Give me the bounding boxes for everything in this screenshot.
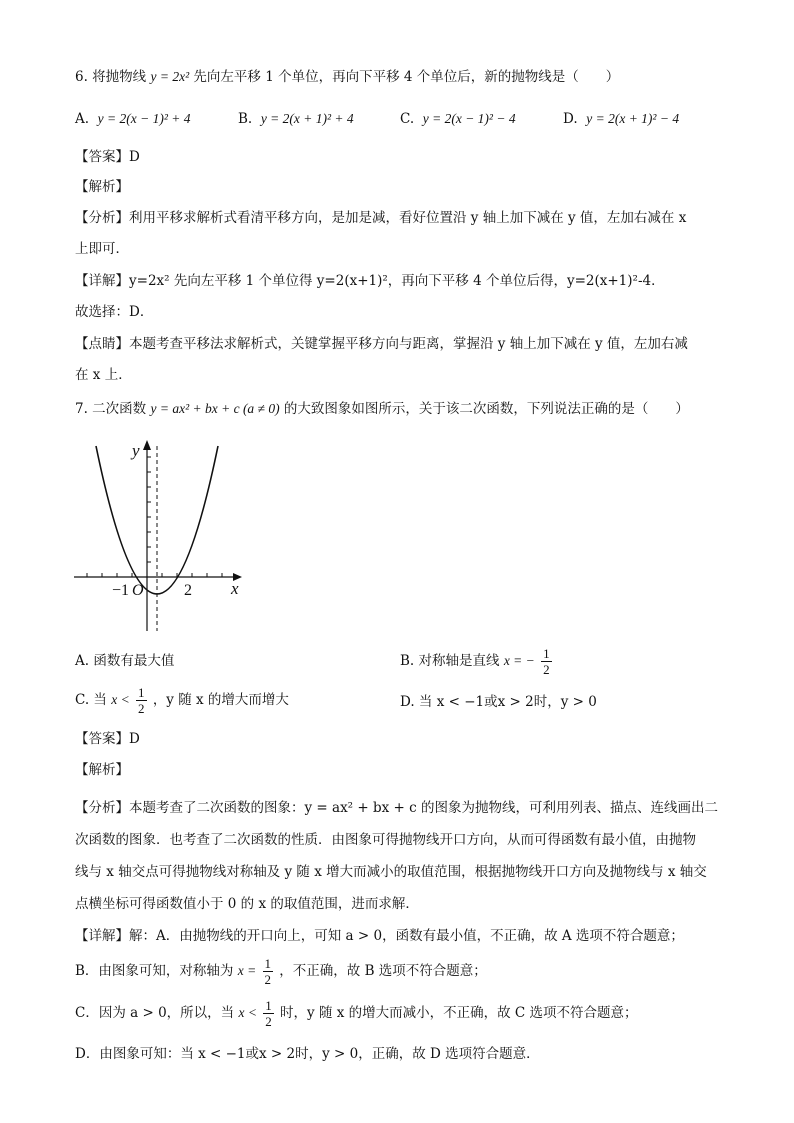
q6-stem-formula: y = 2x² [150, 69, 190, 84]
q7-fenxi-line3: 线与 x 轴交点可得抛物线对称轴及 y 随 x 增大而减小的取值范围，根据抛物线开口方向及抛物线与 x 轴交 [75, 864, 707, 880]
q7-detail-line3-fraction [263, 998, 274, 1029]
q6-detail: 【详解】y=2x² 先向左平移 1 个单位得 y=2(x+1)²，再向下平移 4 个单位后得，y=2(x+1)²-4． [75, 273, 665, 289]
q6-option-a-label: A. [75, 111, 90, 127]
q7-option-c-formula: x < [111, 692, 130, 707]
q7-option-b-text: B. 对称轴是直线 [400, 653, 500, 669]
q7-option-c [75, 685, 289, 716]
q6-choose: 故选择：D． [75, 304, 154, 320]
fraction-denominator: 2 [138, 701, 145, 716]
q7-fenxi-line1: 【分析】本题考查了二次函数的图象：y = ax² + bx + c 的图象为抛物线，可利用列表、描点、连线画出二 [75, 800, 718, 816]
q7-stem-text-b: 的大致图象如图所示，关于该二次函数，下列说法正确的是（ ） [283, 401, 689, 417]
q7-detail-line4: D．由图象可知：当 x < −1或x > 2时，y > 0，正确，故 D 选项符合题意． [75, 1046, 540, 1062]
q6-option-b-text: y = 2(x + 1)² + 4 [260, 111, 354, 126]
x-intercept-2-label: 2 [184, 582, 192, 599]
q7-fenxi-line2: 次函数的图象．也考查了二次函数的性质．由图象可得抛物线开口方向，从而可得函数有最小值，由抛物 [75, 832, 696, 848]
q7-detail-line2-formula: x = [237, 963, 257, 978]
fraction-numerator: 1 [265, 998, 272, 1013]
fraction-numerator: 1 [138, 685, 145, 700]
q6-dianjing-line2: 在 x 上． [75, 367, 132, 383]
fraction-denominator: 2 [265, 1014, 272, 1029]
y-axis-label: y [132, 441, 140, 460]
q6-option-a-text: y = 2(x − 1)² + 4 [97, 111, 191, 126]
q6-dianjing-line1: 【点睛】本题考查平移法求解析式，关键掌握平移方向与距离，掌握沿 y 轴上加下减在 y 值，左加右减 [75, 336, 688, 352]
q7-jiexi: 【解析】 [75, 762, 129, 778]
q7-detail-line1: 【详解】解：A．由抛物线的开口向上，可知 a > 0，函数有最小值，不正确，故 A 选项不符合题意； [75, 928, 684, 944]
q6-option-b [238, 110, 354, 128]
q6-fenxi-line2: 上即可． [75, 241, 129, 257]
q7-option-b-formula: x = − [503, 653, 535, 668]
q7-detail-line3-text-a: C．因为 a > 0，所以，当 [75, 1005, 235, 1021]
q6-stem-text-b: 先向左平移 1 个单位，再向下平移 4 个单位后，新的抛物线是（ ） [193, 69, 620, 85]
y-axis-arrow-icon [143, 440, 151, 450]
q6-option-c-label: C. [400, 111, 415, 127]
x-axis-label: x [231, 579, 239, 598]
q7-option-a: A. 函数有最大值 [75, 653, 175, 669]
fraction-numerator: 1 [543, 646, 550, 661]
q7-detail-line2-text-a: B．由图象可知，对称轴为 [75, 963, 234, 979]
q6-option-d-label: D. [563, 111, 578, 127]
q6-option-d [563, 110, 679, 128]
q7-stem-formula: y = ax² + bx + c (a ≠ 0) [150, 401, 280, 416]
q7-option-b-fraction [541, 646, 552, 677]
q7-answer: 【答案】D [75, 731, 140, 747]
q7-option-c-fraction [136, 685, 147, 716]
q7-stem [75, 400, 689, 418]
parabola-graph [72, 436, 252, 636]
q6-option-c [400, 110, 516, 128]
origin-label: O [132, 582, 144, 599]
q6-answer: 【答案】D [75, 149, 140, 165]
q7-detail-line3 [75, 998, 638, 1029]
q6-option-b-label: B. [238, 111, 253, 127]
fraction-denominator: 2 [543, 662, 550, 677]
x-intercept-neg1-label: −1 [112, 582, 130, 599]
fraction-numerator: 1 [264, 956, 271, 971]
q7-option-c-text-b: ，y 随 x 的增大而增大 [152, 692, 289, 708]
q6-jiexi: 【解析】 [75, 179, 129, 195]
y-axis-ticks [147, 457, 151, 562]
q7-option-d: D. 当 x < −1或x > 2时，y > 0 [400, 694, 597, 710]
q6-stem [75, 68, 619, 86]
q7-detail-line3-formula: x < [238, 1005, 257, 1020]
q7-detail-line3-text-b: 时，y 随 x 的增大而减小，不正确，故 C 选项不符合题意； [280, 1005, 638, 1021]
q7-detail-line2 [75, 956, 487, 987]
q6-stem-text-a: 6. 将抛物线 [75, 69, 147, 85]
q6-option-d-text: y = 2(x + 1)² − 4 [586, 111, 680, 126]
q7-detail-line2-text-b: ，不正确，故 B 选项不符合题意； [279, 963, 487, 979]
q6-option-a [75, 110, 191, 128]
q7-option-b [400, 646, 554, 677]
q7-fenxi-line4: 点横坐标可得函数值小于 0 的 x 的取值范围，进而求解． [75, 896, 419, 912]
q6-fenxi-line1: 【分析】利用平移求解析式看清平移方向，是加是减，看好位置沿 y 轴上加下减在 y 值，左加右减在 x [75, 210, 687, 226]
q7-detail-line2-fraction [263, 956, 274, 987]
q7-option-c-text-a: C. 当 [75, 692, 107, 708]
q6-option-c-text: y = 2(x − 1)² − 4 [422, 111, 516, 126]
fraction-denominator: 2 [264, 972, 271, 987]
q7-stem-text-a: 7. 二次函数 [75, 401, 147, 417]
